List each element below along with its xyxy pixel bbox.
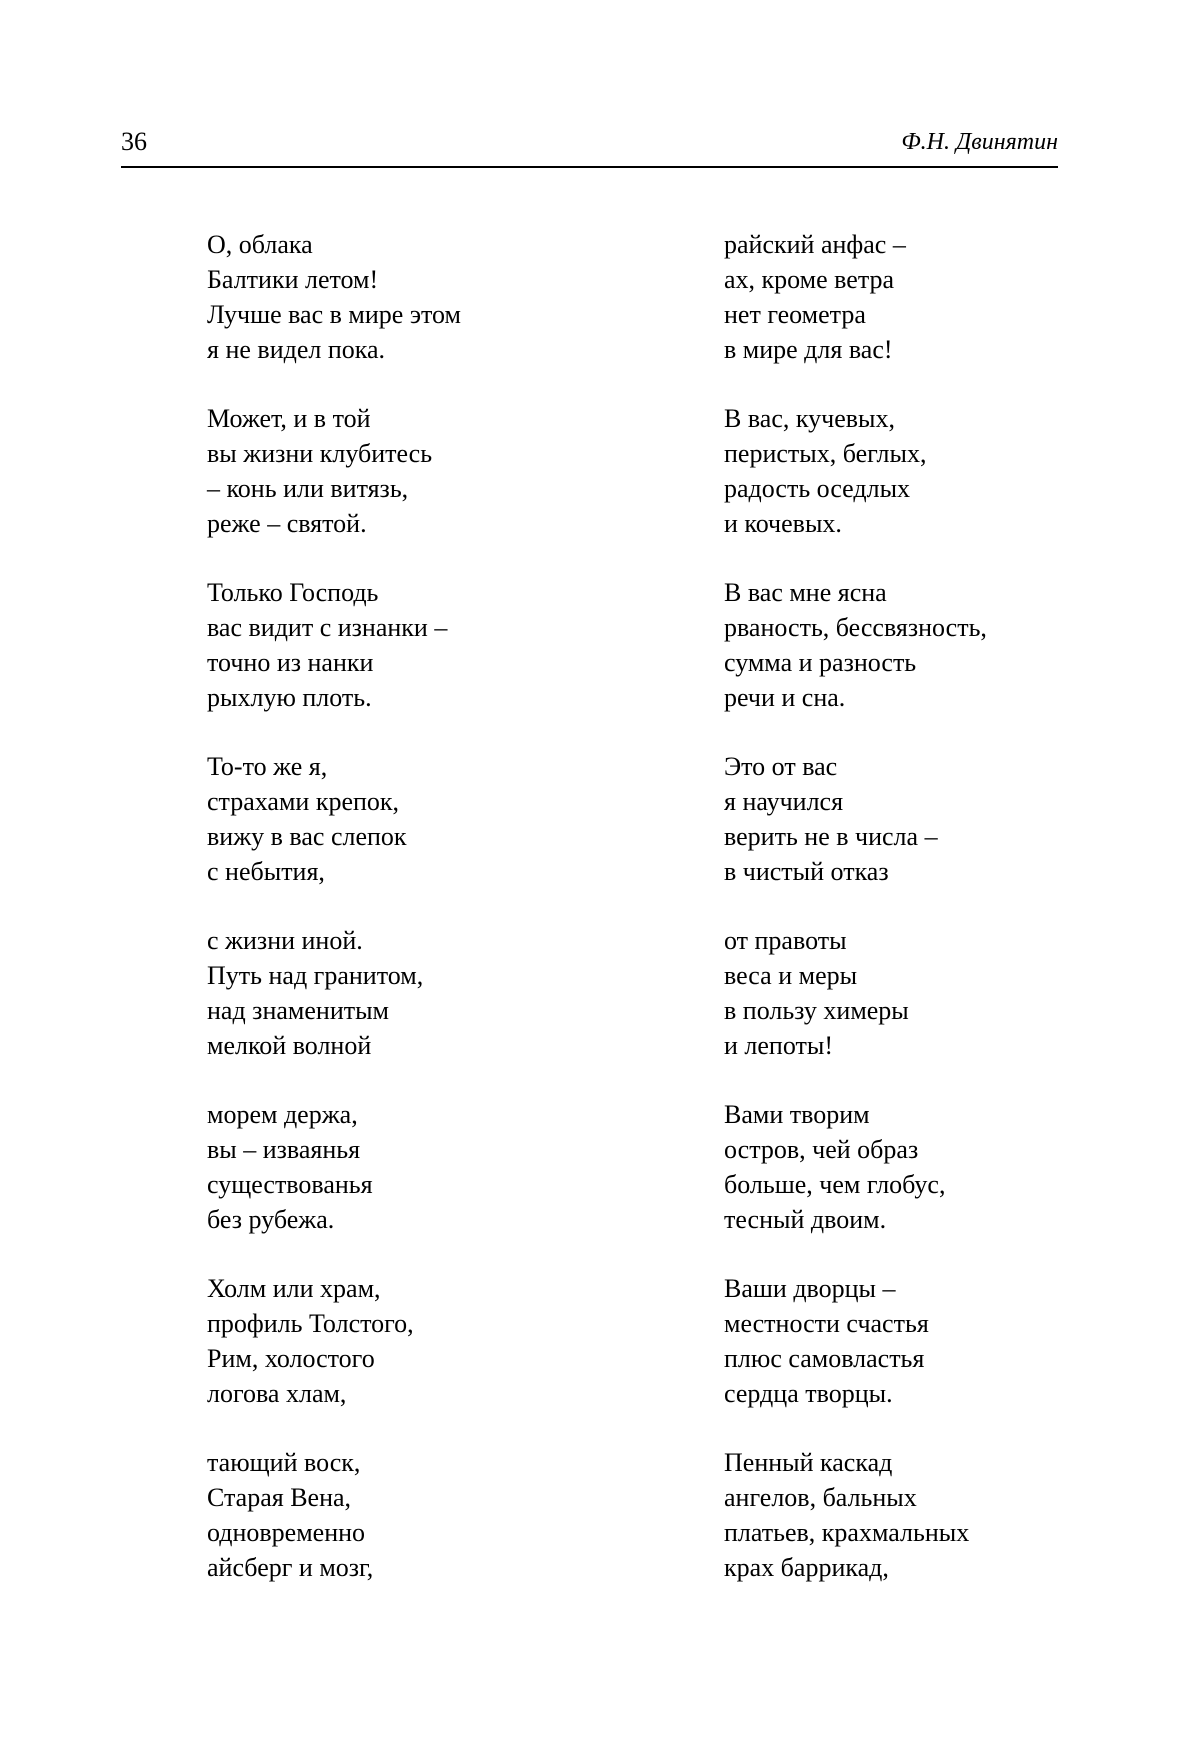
poem-line: тающий воск, (207, 1448, 361, 1477)
poem-line: рыхлую плоть. (207, 683, 372, 712)
stanza (724, 923, 1124, 1063)
poem-line: Путь над гранитом, (207, 961, 424, 990)
stanza (724, 575, 1124, 715)
poem-line: мелкой волной (207, 1031, 372, 1060)
poem-line: страхами крепок, (207, 787, 400, 816)
poem-line: В вас, кучевых, (724, 404, 895, 433)
poem-line: райский анфас – (724, 230, 906, 259)
poem-line: крах баррикад, (724, 1553, 889, 1582)
poem-line: в чистый отказ (724, 857, 889, 886)
poem-line: платьев, крахмальных (724, 1518, 970, 1547)
stanza (207, 401, 607, 541)
poem-line: ангелов, бальных (724, 1483, 917, 1512)
stanza (724, 1097, 1124, 1237)
poem-line: вы жизни клубитесь (207, 439, 433, 468)
poem-line: рваность, бессвязность, (724, 613, 987, 642)
poem-line: В вас мне ясна (724, 578, 887, 607)
poem-line: одновременно (207, 1518, 366, 1547)
poem-line: вас видит с изнанки – (207, 613, 448, 642)
poem-line: вы – изваянья (207, 1135, 361, 1164)
stanza (724, 401, 1124, 541)
poem-line: морем держа, (207, 1100, 358, 1129)
poem-line: То-то же я, (207, 752, 328, 781)
poem-line: Лучше вас в мире этом (207, 300, 461, 329)
poem-line: Рим, холостого (207, 1344, 375, 1373)
poem-line: Холм или храм, (207, 1274, 381, 1303)
poem-line: без рубежа. (207, 1205, 335, 1234)
poem-line: профиль Толстого, (207, 1309, 414, 1338)
poem-line: остров, чей образ (724, 1135, 919, 1164)
poem-line: реже – святой. (207, 509, 367, 538)
poem-line: плюс самовластья (724, 1344, 925, 1373)
poem-line: я научился (724, 787, 844, 816)
stanza (207, 749, 607, 889)
poem-line: ах, кроме ветра (724, 265, 895, 294)
poem-line: над знаменитым (207, 996, 390, 1025)
poem-line: айсберг и мозг, (207, 1553, 374, 1582)
poem-line: и лепоты! (724, 1031, 833, 1060)
stanza (724, 749, 1124, 889)
poem-line: речи и сна. (724, 683, 846, 712)
poem-line: и кочевых. (724, 509, 842, 538)
poem-column-left (207, 227, 607, 1619)
poem-line: Вами творим (724, 1100, 870, 1129)
poem-line: Ваши дворцы – (724, 1274, 896, 1303)
poem-line: – конь или витязь, (207, 474, 409, 503)
poem-line: Это от вас (724, 752, 838, 781)
poem-line: Балтики летом! (207, 265, 379, 294)
poem-line: я не видел пока. (207, 335, 386, 364)
poem-line: О, облака (207, 230, 313, 259)
poem-line: сердца творцы. (724, 1379, 893, 1408)
stanza (207, 1445, 607, 1585)
poem-line: сумма и разность (724, 648, 917, 677)
poem-line: логова хлам, (207, 1379, 347, 1408)
poem-line: в мире для вас! (724, 335, 893, 364)
stanza (724, 1271, 1124, 1411)
stanza (207, 1097, 607, 1237)
poem-line: Может, и в той (207, 404, 371, 433)
poem-line: больше, чем глобус, (724, 1170, 946, 1199)
poem-column-right (724, 227, 1124, 1619)
stanza (207, 575, 607, 715)
poem-line: Старая Вена, (207, 1483, 352, 1512)
poem-line: верить не в числа – (724, 822, 938, 851)
poem-line: Пенный каскад (724, 1448, 893, 1477)
page-header (121, 126, 1058, 168)
poem-line: местности счастья (724, 1309, 929, 1338)
poem-line: с небытия, (207, 857, 325, 886)
stanza (724, 1445, 1124, 1585)
stanza (724, 227, 1124, 367)
stanza (207, 923, 607, 1063)
stanza (207, 227, 607, 367)
poem-line: существованья (207, 1170, 373, 1199)
stanza (207, 1271, 607, 1411)
poem-line: точно из нанки (207, 648, 374, 677)
poem-line: тесный двоим. (724, 1205, 887, 1234)
poem-line: перистых, беглых, (724, 439, 927, 468)
poem-line: с жизни иной. (207, 926, 363, 955)
poem-line: в пользу химеры (724, 996, 909, 1025)
poem-line: нет геометра (724, 300, 866, 329)
poem-line: от правоты (724, 926, 847, 955)
poem-line: вижу в вас слепок (207, 822, 407, 851)
running-title: Ф.Н. Двинятин (901, 129, 1058, 155)
poem-line: веса и меры (724, 961, 858, 990)
page-number: 36 (121, 127, 147, 156)
poem-line: Только Господь (207, 578, 379, 607)
poem-line: радость оседлых (724, 474, 911, 503)
